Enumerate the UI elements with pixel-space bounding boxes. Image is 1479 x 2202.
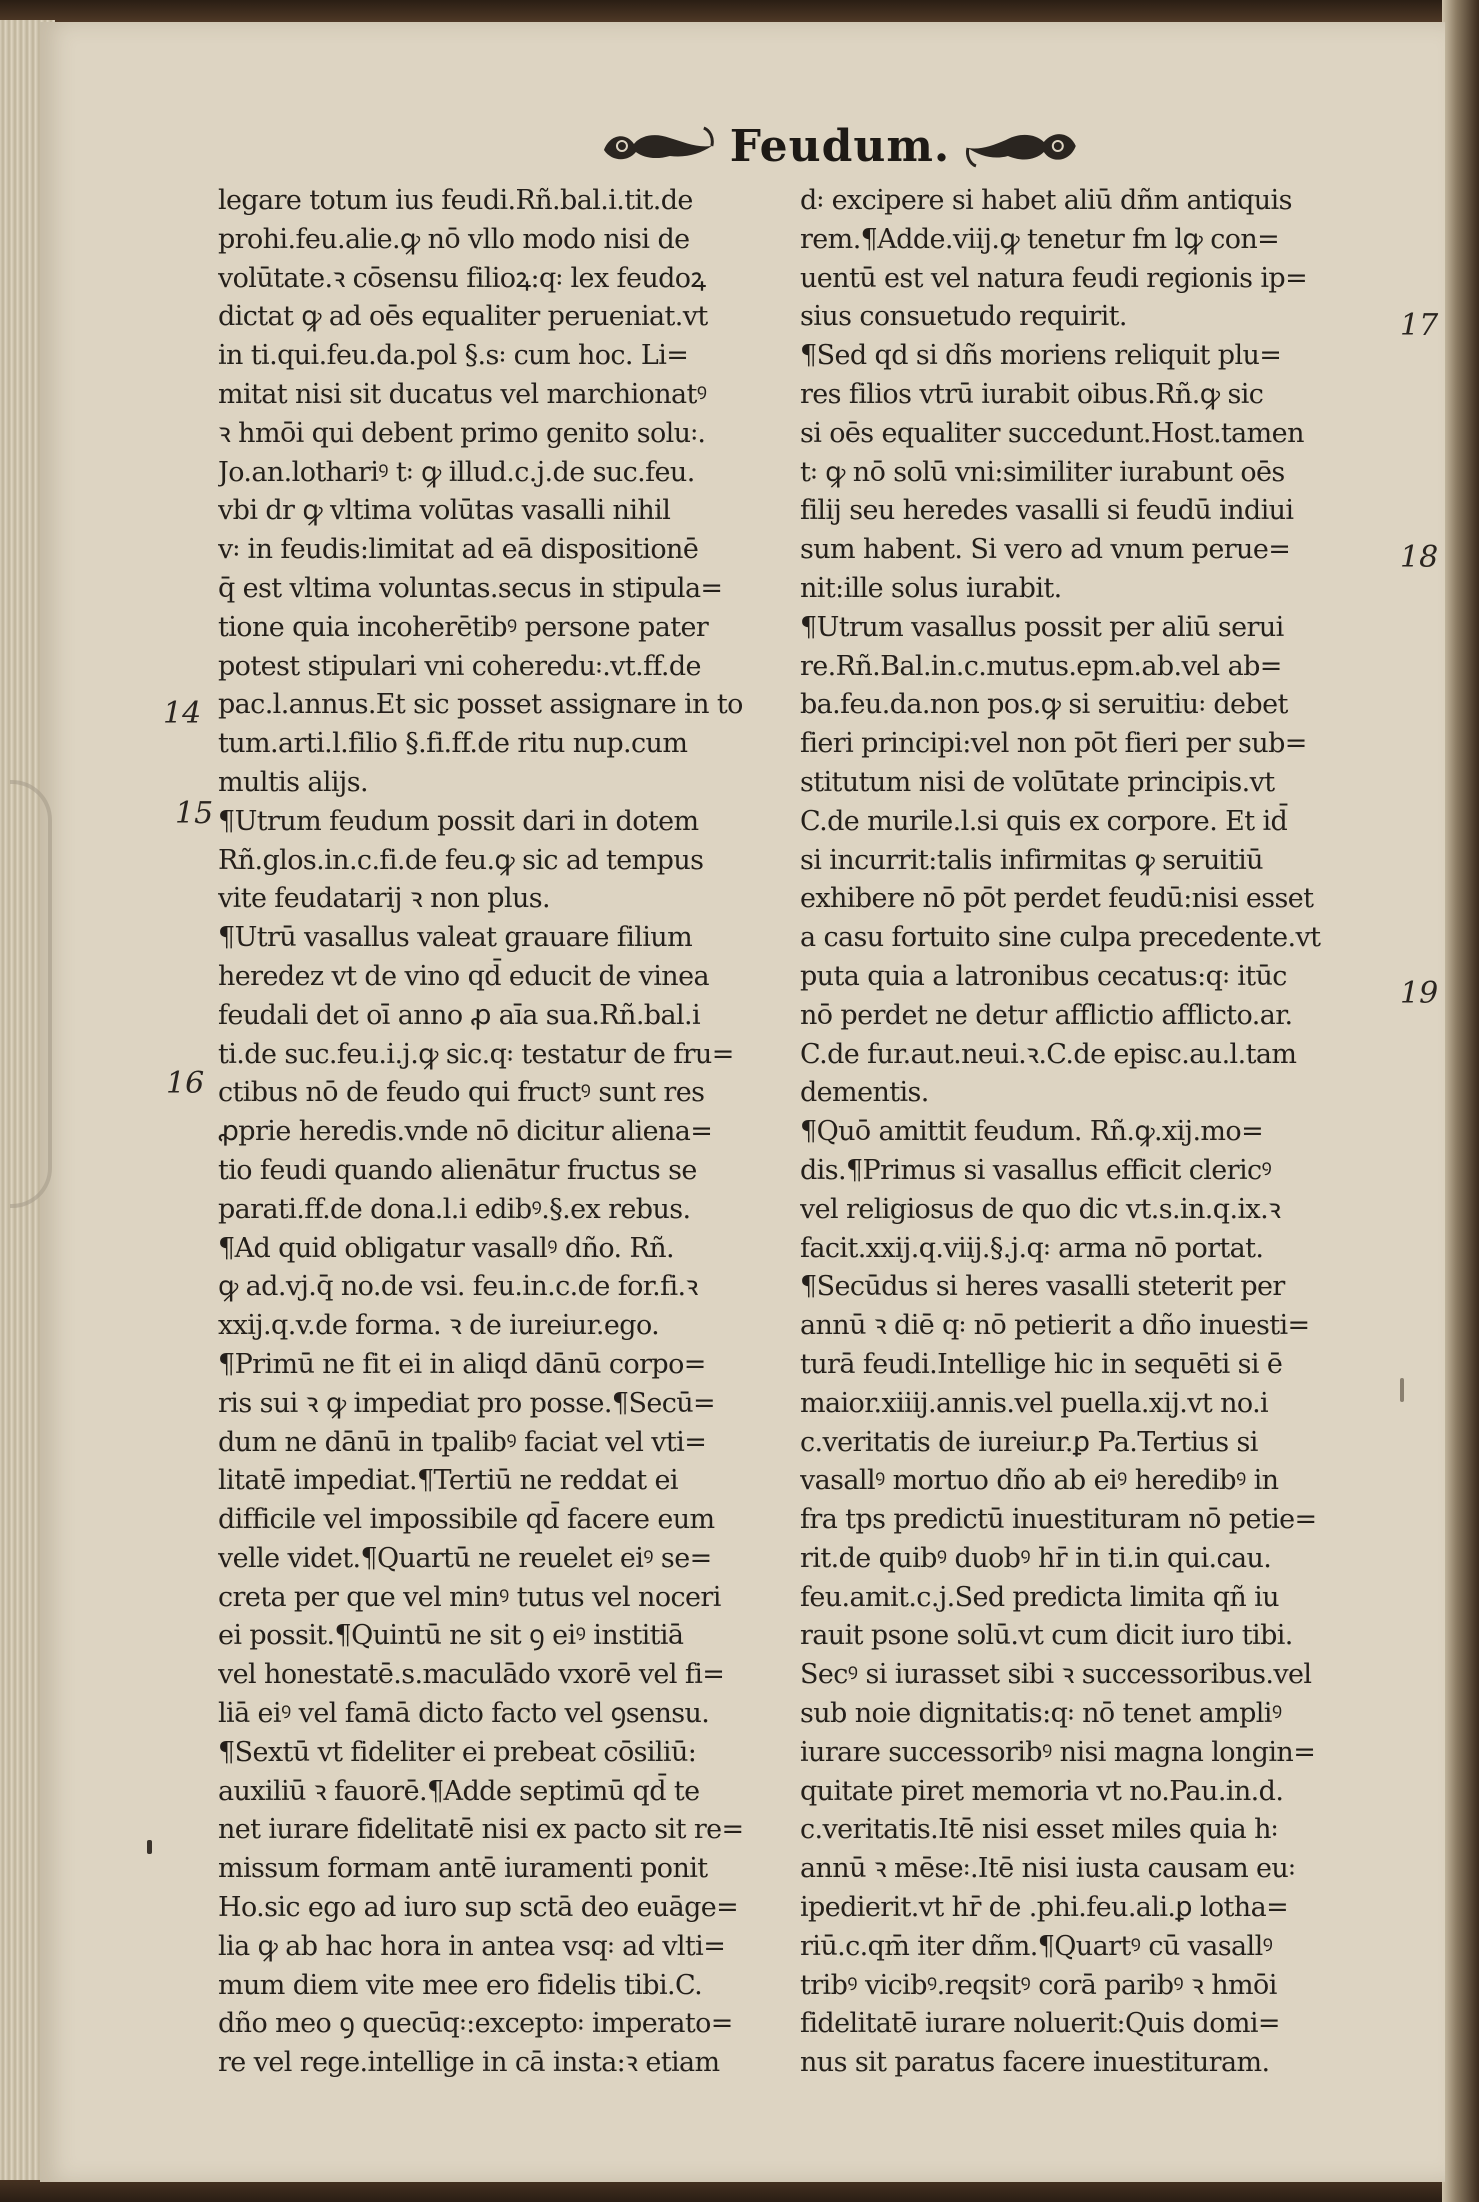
text-line: uentū est vel natura feudi regionis ip= bbox=[800, 262, 1308, 294]
text-line: velle videt.¶Quartū ne reuelet eiꝰ se= bbox=[218, 1542, 712, 1574]
right-text-column bbox=[800, 182, 1390, 2083]
text-line: vbi dr ꝙ vltima volūtas vasalli nihil bbox=[218, 495, 671, 527]
right-fish-ornament-icon bbox=[964, 124, 1080, 168]
text-line: pac.l.annus.Et sic posset assignare in to bbox=[218, 689, 743, 721]
text-line: Jo.an.lothariꝰ t꞉ ꝙ illud.c.j.de suc.feu. bbox=[218, 456, 695, 488]
text-line: potest stipulari vni coheredu꞉.vt.ff.de bbox=[218, 650, 701, 682]
text-line: facit.xxij.q.viij.§.j.q꞉ arma nō portat. bbox=[800, 1232, 1264, 1264]
text-line: parati.ff.de dona.l.i edibꝰ.§.ex rebus. bbox=[218, 1193, 691, 1225]
text-line: tum.arti.l.filio §.fi.ff.de ritu nup.cum bbox=[218, 728, 688, 760]
text-line: c.veritatis.Itē nisi esset miles quia h꞉ bbox=[800, 1814, 1278, 1846]
text-line: dño meo ꝯ quecūq꞉:excepto꞉ imperato= bbox=[218, 2008, 733, 2040]
text-line: Secꝰ si iurasset sibi ꝛ successoribus.vel bbox=[800, 1659, 1312, 1691]
text-line: auxiliū ꝛ fauorē.¶Adde septimū qd̄ te bbox=[218, 1775, 700, 1807]
text-line: vel religiosus de quo dic vt.s.in.q.ix.ꝛ bbox=[800, 1193, 1281, 1225]
text-line: stitutum nisi de volūtate principis.vt bbox=[800, 766, 1275, 798]
text-line: ¶Ad quid obligatur vasallꝰ dño. Rñ. bbox=[218, 1232, 675, 1264]
text-line: v꞉ in feudis:limitat ad eā dispositionē bbox=[218, 534, 699, 566]
text-line: quitate piret memoria vt no.Pau.in.d. bbox=[800, 1775, 1284, 1807]
text-line: litatē impediat.¶Tertiū ne reddat ei bbox=[218, 1465, 678, 1497]
text-line: vel honestatē.s.maculādo vxorē vel fi= bbox=[218, 1659, 725, 1691]
text-line: ꝛ hmōi qui debent primo genito solu꞉. bbox=[218, 417, 706, 449]
text-line: heredez vt de vino qd̄ educit de vinea bbox=[218, 960, 709, 992]
text-line: fra tps predictū inuestituram nō petie= bbox=[800, 1504, 1317, 1536]
running-header bbox=[600, 118, 1080, 174]
text-line: ¶Sed qd si dñs moriens reliquit plu= bbox=[800, 340, 1282, 372]
text-line: re.Rñ.Bal.in.c.mutus.epm.ab.vel ab= bbox=[800, 650, 1282, 682]
text-line: feu.amit.c.j.Sed predicta limita qñ iu bbox=[800, 1581, 1279, 1613]
page-header-title: Feudum. bbox=[729, 120, 951, 172]
text-line: ctibus nō de feudo qui fructꝰ sunt res bbox=[218, 1077, 705, 1109]
text-line: res filios vtrū iurabit oibus.Rñ.ꝙ sic bbox=[800, 378, 1264, 410]
margin-number-17: 17 bbox=[1400, 308, 1439, 343]
text-line: si incurrit:talis infirmitas ꝙ seruitiū bbox=[800, 844, 1263, 876]
text-line: riū.c.qm̄ iter dñm.¶Quartꝰ cū vasallꝰ bbox=[800, 1930, 1273, 1962]
text-line: rem.¶Adde.viij.ꝙ tenetur fm lꝙ con= bbox=[800, 223, 1280, 255]
margin-number-16: 16 bbox=[166, 1066, 205, 1101]
text-line: ¶Utrū vasallus valeat grauare filium bbox=[218, 922, 693, 954]
text-line: nō perdet ne detur afflictio afflicto.ar. bbox=[800, 999, 1293, 1031]
text-line: re vel rege.intellige in cā insta:ꝛ etiam bbox=[218, 2047, 720, 2079]
ink-mark bbox=[1400, 1378, 1404, 1402]
text-line: t꞉ ꝙ nō solū vni:similiter iurabunt oēs bbox=[800, 456, 1285, 488]
text-line: net iurare fidelitatē nisi ex pacto sit re= bbox=[218, 1814, 744, 1846]
text-line: ¶Primū ne fit ei in aliqd dānū corpo= bbox=[218, 1348, 706, 1380]
clasp-impression bbox=[10, 780, 52, 1208]
text-line: ¶Utrum vasallus possit per aliū serui bbox=[800, 611, 1284, 643]
text-line: Rñ.glos.in.c.fi.de feu.ꝙ sic ad tempus bbox=[218, 844, 704, 876]
text-line: rauit psone solū.vt cum dicit iuro tibi. bbox=[800, 1620, 1293, 1652]
text-line: C.de fur.aut.neui.ꝛ.C.de episc.au.l.tam bbox=[800, 1038, 1297, 1070]
text-line: a casu fortuito sine culpa precedente.vt bbox=[800, 922, 1321, 954]
text-line: filij seu heredes vasalli si feudū indiui bbox=[800, 495, 1294, 527]
margin-number-14: 14 bbox=[163, 696, 202, 731]
text-line: vite feudatarij ꝛ non plus. bbox=[218, 883, 551, 915]
text-line: tione quia incoherētibꝰ persone pater bbox=[218, 611, 709, 643]
text-line: ¶Secūdus si heres vasalli steterit per bbox=[800, 1271, 1285, 1303]
text-line: ꝓprie heredis.vnde nō dicitur aliena= bbox=[218, 1116, 713, 1148]
text-line: exhibere nō pōt perdet feudū:nisi esset bbox=[800, 883, 1314, 915]
text-line: turā feudi.Intellige hic in sequēti si ē bbox=[800, 1348, 1283, 1380]
text-line: c.veritatis de iureiur.ꝑ Pa.Tertius si bbox=[800, 1426, 1258, 1458]
text-line: ei possit.¶Quintū ne sit ꝯ eiꝰ institiā bbox=[218, 1620, 684, 1652]
text-line: dum ne dānū in tpalibꝰ faciat vel vti= bbox=[218, 1426, 707, 1458]
text-line: ipedierit.vt hr̄ de .phi.feu.ali.ꝑ lotha= bbox=[800, 1892, 1289, 1924]
text-line: mum diem vite mee ero fidelis tibi.C. bbox=[218, 1969, 703, 2001]
text-line: annū ꝛ diē q꞉ nō petierit a dño inuesti= bbox=[800, 1310, 1310, 1342]
text-line: dictat ꝙ ad oēs equaliter perueniat.vt bbox=[218, 301, 708, 333]
text-line: tribꝰ vicibꝰ.reqsitꝰ corā paribꝰ ꝛ hmōi bbox=[800, 1969, 1277, 2001]
text-line: fieri principi:vel non pōt fieri per sub= bbox=[800, 728, 1307, 760]
text-line: sum habent. Si vero ad vnum perue= bbox=[800, 534, 1291, 566]
ink-mark bbox=[147, 1840, 152, 1854]
text-line: rit.de quibꝰ duobꝰ hr̄ in ti.in qui.cau. bbox=[800, 1542, 1272, 1574]
book-fore-edge bbox=[1442, 0, 1479, 2202]
text-line: sub noie dignitatis:q꞉ nō tenet ampliꝰ bbox=[800, 1698, 1282, 1730]
text-line: mitat nisi sit ducatus vel marchionatꝰ bbox=[218, 378, 707, 410]
text-line: ba.feu.da.non pos.ꝙ si seruitiu꞉ debet bbox=[800, 689, 1288, 721]
text-line: lia ꝙ ab hac hora in antea vsq꞉ ad vlti= bbox=[218, 1930, 726, 1962]
text-line: ¶Sextū vt fideliter ei prebeat cōsiliū: bbox=[218, 1736, 697, 1768]
text-line: creta per que vel minꝰ tutus vel noceri bbox=[218, 1581, 721, 1613]
text-line: puta quia a latronibus cecatus:q꞉ itūc bbox=[800, 960, 1287, 992]
text-line: vasallꝰ mortuo dño ab eiꝰ heredibꝰ in bbox=[800, 1465, 1279, 1497]
text-line: feudali det oī anno ꝓ aīa sua.Rñ.bal.i bbox=[218, 999, 701, 1031]
text-line: d꞉ excipere si habet aliū dñm antiquis bbox=[800, 185, 1292, 216]
text-line: missum formam antē iuramenti ponit bbox=[218, 1853, 708, 1885]
text-line: Ho.sic ego ad iuro sup sctā deo euāge= bbox=[218, 1892, 739, 1924]
left-text-column bbox=[218, 182, 778, 2083]
text-line: in ti.qui.feu.da.pol §.s꞉ cum hoc. Li= bbox=[218, 340, 689, 372]
text-line: dis.¶Primus si vasallus efficit clericꝰ bbox=[800, 1154, 1272, 1186]
text-line: si oēs equaliter succedunt.Host.tamen bbox=[800, 417, 1304, 449]
margin-number-19: 19 bbox=[1400, 976, 1439, 1011]
text-line: multis alijs. bbox=[218, 766, 368, 798]
text-line: ¶Utrum feudum possit dari in dotem bbox=[218, 805, 699, 837]
text-line: tio feudi quando alienātur fructus se bbox=[218, 1154, 697, 1186]
text-line: xxij.q.v.de forma. ꝛ de iureiur.ego. bbox=[218, 1310, 660, 1342]
text-line: q̄ est vltima voluntas.secus in stipula= bbox=[218, 572, 723, 604]
text-line: volūtate.ꝛ cōsensu filioꝝ:q꞉ lex feudoꝝ bbox=[218, 262, 706, 294]
text-line: annū ꝛ mēse꞉.Itē nisi iusta causam eu꞉ bbox=[800, 1853, 1296, 1885]
text-line: sius consuetudo requirit. bbox=[800, 301, 1127, 333]
text-line: ris sui ꝛ ꝙ impediat pro posse.¶Secū= bbox=[218, 1387, 716, 1419]
text-line: fidelitatē iurare noluerit:Quis domi= bbox=[800, 2008, 1280, 2040]
text-line: difficile vel impossibile qd̄ facere eum bbox=[218, 1504, 715, 1536]
text-line: prohi.feu.alie.ꝙ nō vllo modo nisi de bbox=[218, 223, 690, 255]
text-line: ¶Quō amittit feudum. Rñ.ꝙ.xij.mo= bbox=[800, 1116, 1264, 1148]
text-line: ti.de suc.feu.i.j.ꝙ sic.q꞉ testatur de fru= bbox=[218, 1038, 734, 1070]
text-line: dementis. bbox=[800, 1077, 929, 1109]
text-line: liā eiꝰ vel famā dicto facto vel ꝯsensu. bbox=[218, 1698, 710, 1730]
margin-number-18: 18 bbox=[1400, 540, 1439, 575]
text-line: maior.xiiij.annis.vel puella.xij.vt no.i bbox=[800, 1387, 1269, 1419]
text-line: nit:ille solus iurabit. bbox=[800, 572, 1062, 604]
text-line: iurare successoribꝰ nisi magna longin= bbox=[800, 1736, 1316, 1768]
text-line: ꝙ ad.vj.q̄ no.de vsi. feu.in.c.de for.fi.ꝛ bbox=[218, 1271, 698, 1303]
text-line: nus sit paratus facere inuestituram. bbox=[800, 2047, 1270, 2079]
margin-number-15: 15 bbox=[175, 796, 214, 831]
left-fish-ornament-icon bbox=[600, 124, 716, 168]
text-line: C.de murile.l.si quis ex corpore. Et id̄ bbox=[800, 805, 1288, 837]
text-line: legare totum ius feudi.Rñ.bal.i.tit.de bbox=[218, 185, 693, 216]
